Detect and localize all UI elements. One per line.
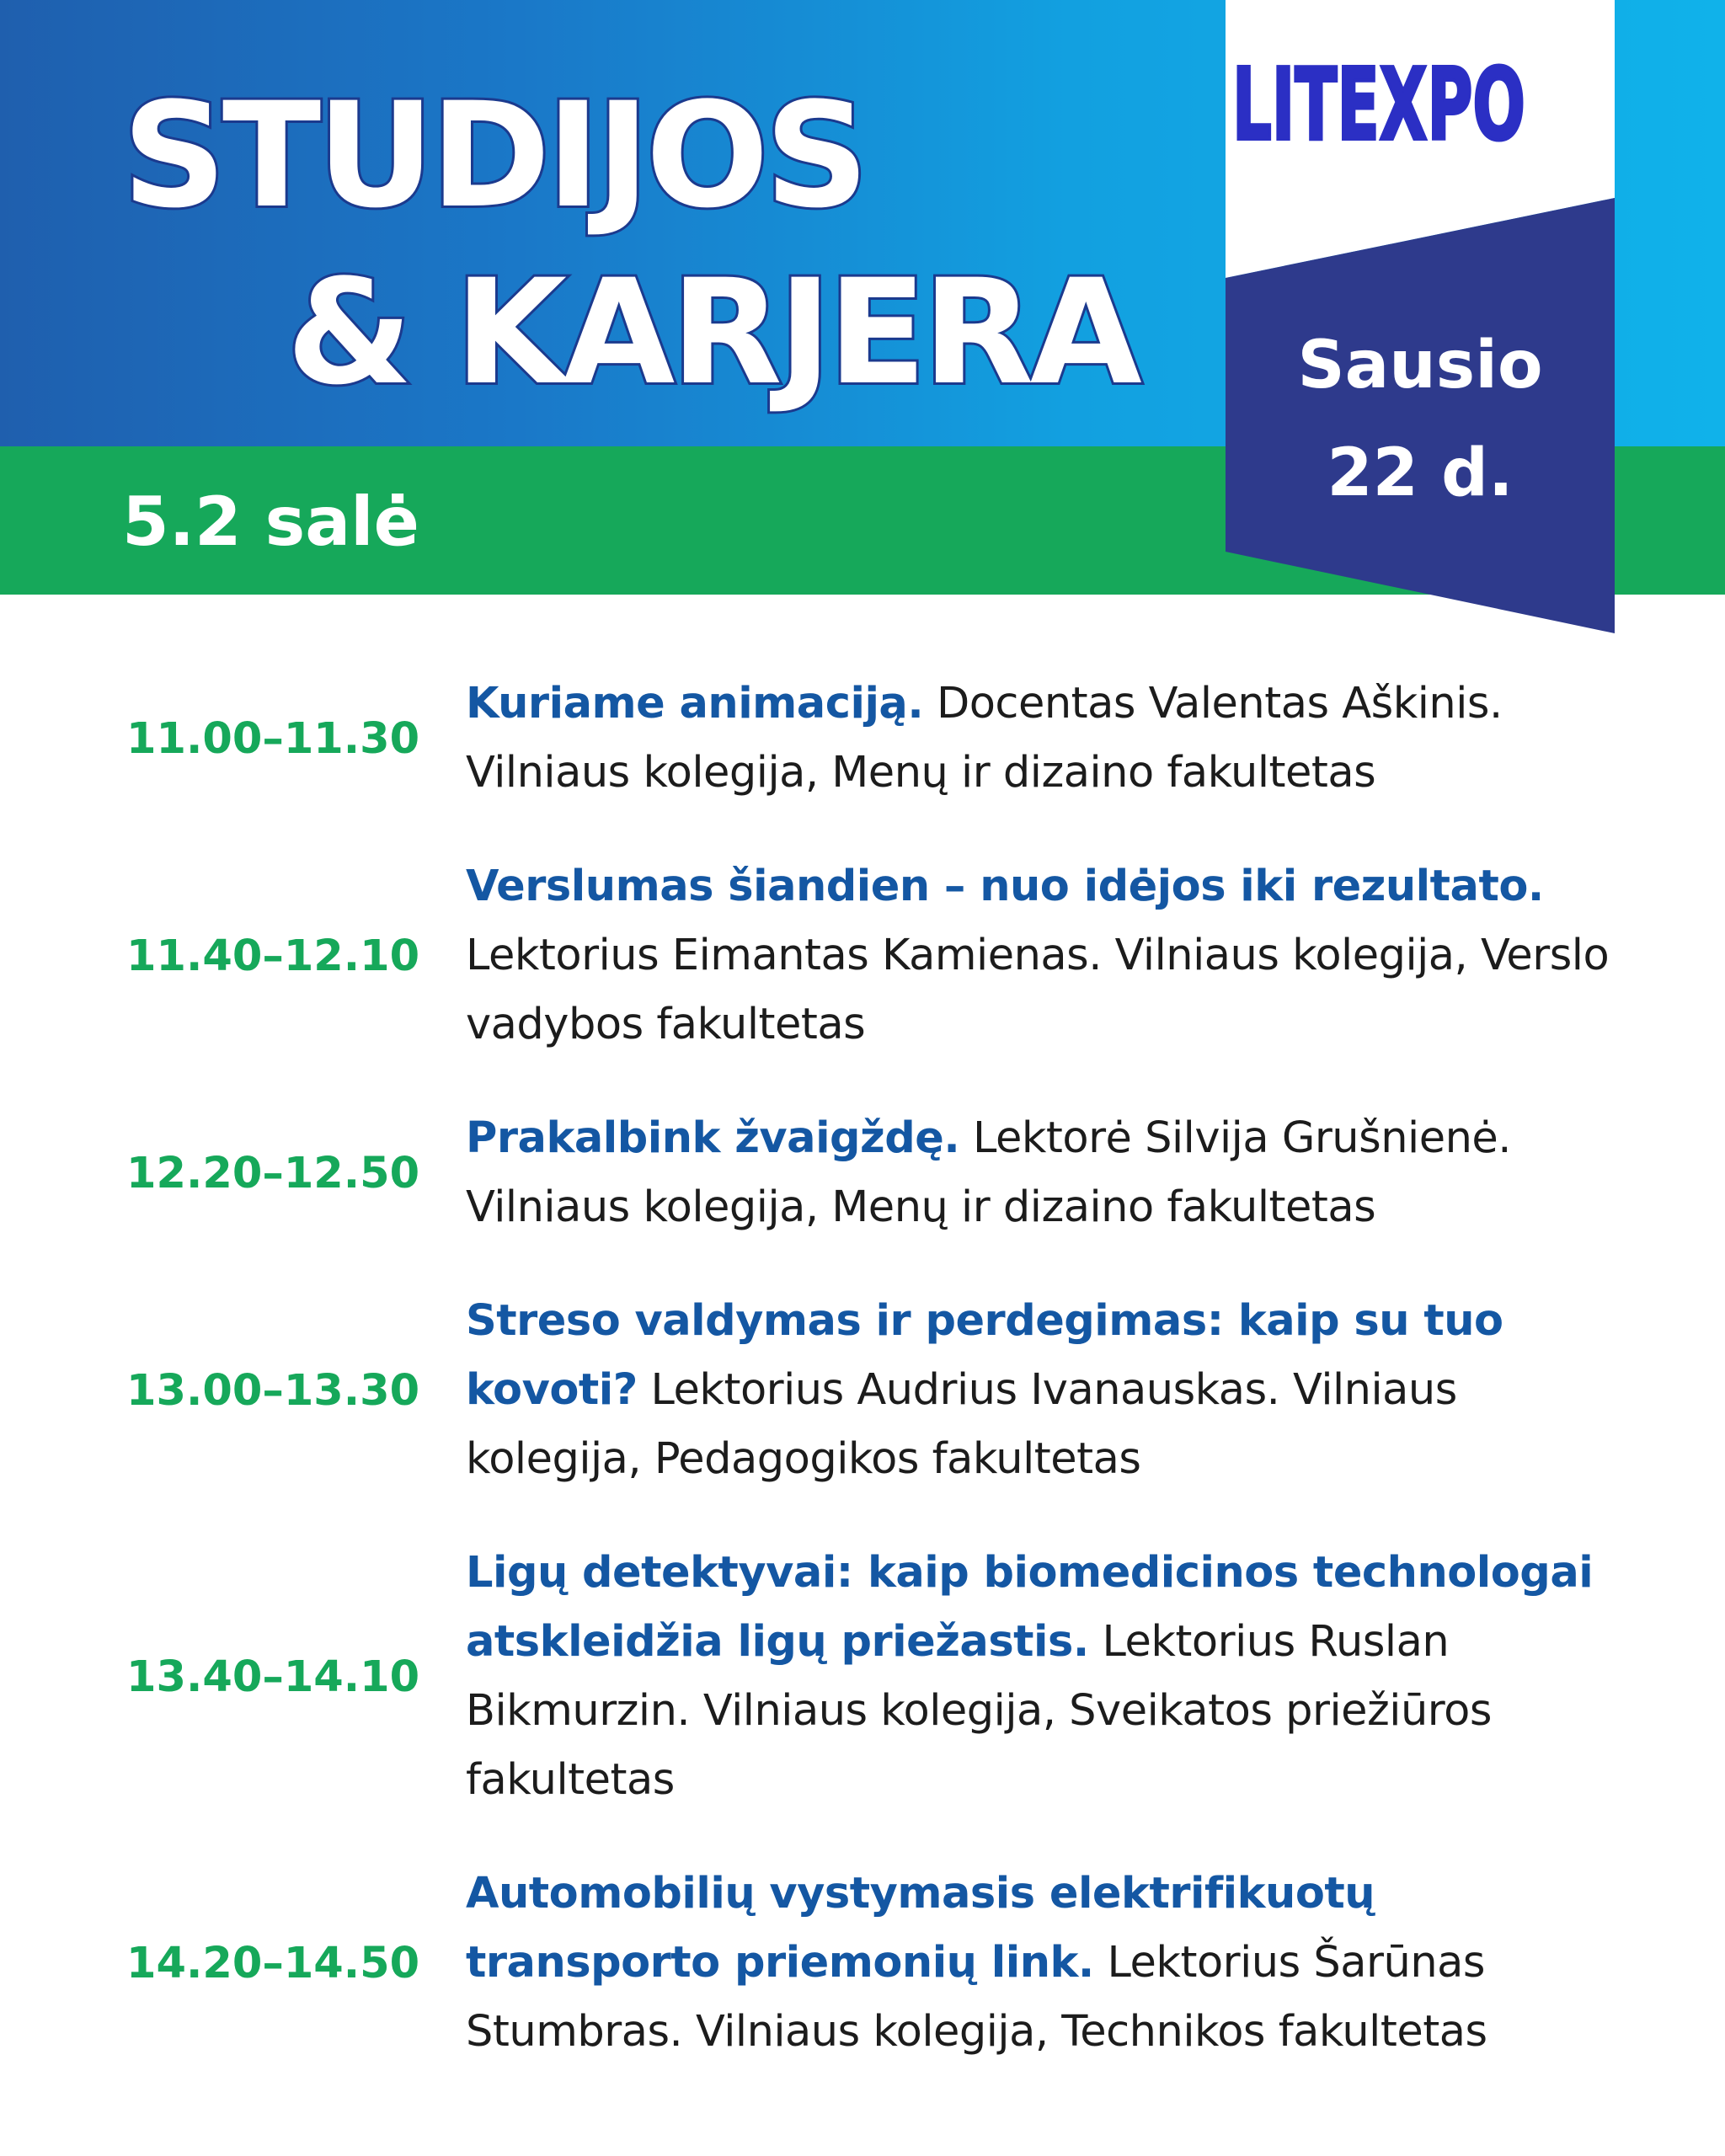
event-description (466, 1104, 1628, 1242)
event-speaker: Lektorius Ruslan Bikmurzin. Vilniaus kolegija, Sveikatos priežiūros fakultetas (466, 1617, 1492, 1805)
event-time: 11.40–12.10 (126, 931, 420, 981)
schedule-item (0, 1104, 1725, 1242)
event-time: 13.40–14.10 (126, 1652, 420, 1702)
event-title-line1: STUDIJOS (122, 71, 865, 240)
date-day: 22 d. (1327, 435, 1514, 511)
schedule-item (0, 1287, 1725, 1494)
event-topic: Kuriame animaciją. (466, 679, 924, 728)
event-time: 13.00–13.30 (126, 1365, 420, 1416)
event-time: 12.20–12.50 (126, 1148, 420, 1198)
schedule-item (0, 1539, 1725, 1815)
event-speaker: Lektorius Audrius Ivanauskas. Vilniaus kolegija, Pedagogikos fakultetas (466, 1365, 1457, 1484)
event-date (1226, 312, 1615, 527)
event-topic: Verslumas šiandien – nuo idėjos iki rezultato. (466, 862, 1544, 911)
event-description (466, 670, 1628, 808)
event-topic: Ligų detektyvai: kaip biomedicinos technologai atskleidžia ligų priežastis. (466, 1548, 1594, 1667)
event-time: 11.00–11.30 (126, 713, 420, 764)
event-speaker: Docentas Valentas Aškinis. Vilniaus kolegija, Menų ir dizaino fakultetas (466, 679, 1503, 798)
event-topic: Prakalbink žvaigždę. (466, 1113, 960, 1163)
litexpo-logo (1226, 0, 1533, 177)
event-speaker: Lektorius Šarūnas Stumbras. Vilniaus kolegija, Technikos fakultetas (466, 1938, 1487, 2057)
logo-wordmark: LITEXPO (1232, 46, 1525, 163)
event-title-line2: & KARJERA (286, 248, 1138, 417)
event-description (466, 1860, 1628, 2067)
schedule-item (0, 1860, 1725, 2067)
event-time: 14.20–14.50 (126, 1938, 420, 1988)
event-title (122, 67, 1138, 421)
hall-label: 5.2 salė (122, 483, 419, 561)
event-topic: Automobilių vystymasis elektrifikuotų transporto priemonių link. (466, 1869, 1375, 1988)
date-banner (1226, 0, 1615, 636)
schedule-item (0, 670, 1725, 808)
event-speaker: Lektorė Silvija Grušnienė. Vilniaus kolegija, Menų ir dizaino fakultetas (466, 1113, 1511, 1232)
schedule-item (0, 852, 1725, 1059)
event-description (466, 1539, 1628, 1815)
event-description (466, 1287, 1628, 1494)
event-topic: Streso valdymas ir perdegimas: kaip su tuo kovoti? (466, 1296, 1503, 1415)
event-speaker: Lektorius Eimantas Kamienas. Vilniaus kolegija, Verslo vadybos fakultetas (466, 931, 1610, 1049)
schedule-list (0, 670, 1725, 2111)
event-description (466, 852, 1628, 1059)
date-month: Sausio (1297, 328, 1543, 403)
